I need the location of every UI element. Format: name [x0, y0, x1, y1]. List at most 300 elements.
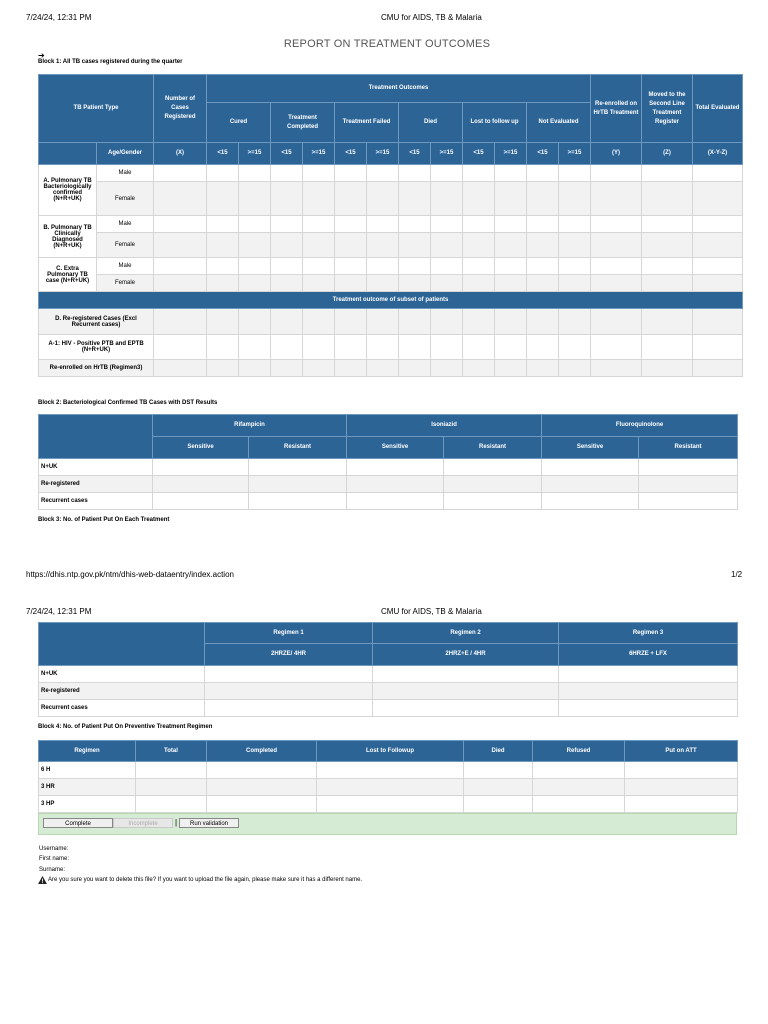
- data-entry-cell[interactable]: [335, 335, 367, 360]
- data-entry-cell[interactable]: [335, 258, 367, 275]
- data-entry-cell[interactable]: [367, 233, 399, 258]
- data-entry-cell[interactable]: [527, 309, 559, 335]
- data-entry-cell[interactable]: [591, 216, 642, 233]
- age-under-15: <15: [527, 143, 559, 165]
- data-entry-cell[interactable]: [207, 233, 239, 258]
- data-entry-cell[interactable]: [693, 335, 743, 360]
- col-tb-patient-type: TB Patient Type: [39, 75, 154, 143]
- data-entry-cell[interactable]: [239, 309, 271, 335]
- data-entry-cell[interactable]: [205, 700, 373, 717]
- data-entry-cell[interactable]: [527, 216, 559, 233]
- incomplete-button[interactable]: Incomplete: [113, 818, 173, 828]
- data-entry-cell[interactable]: [239, 275, 271, 292]
- data-entry-cell[interactable]: [154, 360, 207, 377]
- table-row: [39, 683, 738, 700]
- group-c-label: C. Extra Pulmonary TB case (N+R+UK): [39, 258, 97, 292]
- data-entry-cell[interactable]: [642, 233, 693, 258]
- table-row: [39, 762, 738, 779]
- data-entry-cell[interactable]: [591, 275, 642, 292]
- data-entry-cell[interactable]: [495, 233, 527, 258]
- block1-title: Block 1: All TB cases registered during the quarter: [38, 59, 183, 65]
- data-entry-cell[interactable]: [464, 779, 533, 796]
- col-regimen-3: Regimen 3: [559, 623, 738, 644]
- data-entry-cell[interactable]: [154, 216, 207, 233]
- data-entry-cell[interactable]: [463, 258, 495, 275]
- data-entry-cell[interactable]: [317, 796, 464, 813]
- data-entry-cell[interactable]: [153, 459, 249, 476]
- data-entry-cell[interactable]: [693, 275, 743, 292]
- data-entry-cell[interactable]: [559, 275, 591, 292]
- run-validation-button[interactable]: Run validation: [179, 818, 239, 828]
- col-resistant: Resistant: [639, 437, 738, 459]
- data-entry-cell[interactable]: [303, 360, 335, 377]
- data-entry-cell[interactable]: [533, 779, 625, 796]
- arrow-right-icon[interactable]: ➔: [38, 51, 45, 60]
- age-15-plus: >=15: [431, 143, 463, 165]
- data-entry-cell[interactable]: [399, 216, 431, 233]
- print-header-title: CMU for AIDS, TB & Malaria: [381, 13, 482, 22]
- data-entry-cell[interactable]: [373, 666, 559, 683]
- data-entry-cell[interactable]: [207, 165, 239, 182]
- row-label: 6 H: [39, 762, 136, 779]
- col-sensitive: Sensitive: [153, 437, 249, 459]
- data-entry-cell[interactable]: [642, 309, 693, 335]
- data-entry-cell[interactable]: [639, 493, 738, 510]
- data-entry-cell[interactable]: [207, 258, 239, 275]
- gender-female: Female: [97, 275, 154, 292]
- age-under-15: <15: [463, 143, 495, 165]
- data-entry-cell[interactable]: [249, 476, 347, 493]
- data-entry-cell[interactable]: [303, 233, 335, 258]
- data-entry-cell[interactable]: [559, 165, 591, 182]
- age-under-15: <15: [207, 143, 239, 165]
- age-under-15: <15: [335, 143, 367, 165]
- data-entry-cell[interactable]: [367, 258, 399, 275]
- data-entry-cell[interactable]: [463, 216, 495, 233]
- block2-table: [38, 414, 738, 510]
- data-entry-cell[interactable]: [495, 165, 527, 182]
- data-entry-cell[interactable]: [559, 683, 738, 700]
- data-entry-cell[interactable]: [591, 258, 642, 275]
- form-action-bar: [38, 813, 737, 835]
- data-entry-cell[interactable]: [463, 275, 495, 292]
- data-entry-cell[interactable]: [239, 182, 271, 216]
- data-entry-cell[interactable]: [559, 233, 591, 258]
- data-entry-cell[interactable]: [271, 233, 303, 258]
- data-entry-cell[interactable]: [335, 275, 367, 292]
- group-b-label: B. Pulmonary TB Clinically Diagnosed (N+R+UK): [39, 216, 97, 258]
- data-entry-cell[interactable]: [239, 335, 271, 360]
- data-entry-cell[interactable]: [642, 335, 693, 360]
- data-entry-cell[interactable]: [693, 165, 743, 182]
- data-entry-cell[interactable]: [559, 335, 591, 360]
- age-under-15: <15: [271, 143, 303, 165]
- data-entry-cell[interactable]: [693, 182, 743, 216]
- data-entry-cell[interactable]: [153, 493, 249, 510]
- block4-title: Block 4: No. of Patient Put On Preventive Treatment Regimen: [38, 724, 213, 730]
- row-label: Recurrent cases: [39, 493, 153, 510]
- data-entry-cell[interactable]: [642, 216, 693, 233]
- data-entry-cell[interactable]: [136, 796, 207, 813]
- data-entry-cell[interactable]: [136, 779, 207, 796]
- data-entry-cell[interactable]: [399, 165, 431, 182]
- data-entry-cell[interactable]: [495, 309, 527, 335]
- code-regimen-2: 2HRZ+E / 4HR: [373, 644, 559, 666]
- data-entry-cell[interactable]: [542, 459, 639, 476]
- data-entry-cell[interactable]: [495, 335, 527, 360]
- firstname-label: First name:: [39, 856, 70, 862]
- data-entry-cell[interactable]: [154, 258, 207, 275]
- complete-button[interactable]: Complete: [43, 818, 113, 828]
- data-entry-cell[interactable]: [399, 275, 431, 292]
- col-died: Died: [399, 103, 463, 143]
- data-entry-cell[interactable]: [533, 762, 625, 779]
- table-row: [39, 165, 743, 182]
- print-timestamp-page2: 7/24/24, 12:31 PM: [26, 607, 92, 616]
- data-entry-cell[interactable]: [642, 182, 693, 216]
- data-entry-cell[interactable]: [463, 165, 495, 182]
- col-total: Total: [136, 741, 207, 762]
- data-entry-cell[interactable]: [303, 275, 335, 292]
- username-label: Username:: [39, 846, 69, 852]
- data-entry-cell[interactable]: [249, 493, 347, 510]
- data-entry-cell[interactable]: [625, 796, 738, 813]
- col-regimen-2: Regimen 2: [373, 623, 559, 644]
- data-entry-cell[interactable]: [207, 216, 239, 233]
- col-resistant: Resistant: [444, 437, 542, 459]
- data-entry-cell[interactable]: [431, 309, 463, 335]
- col-treatment-outcomes: Treatment Outcomes: [207, 75, 591, 103]
- code-y: (Y): [591, 143, 642, 165]
- data-entry-cell[interactable]: [444, 459, 542, 476]
- data-entry-cell[interactable]: [154, 233, 207, 258]
- age-15-plus: >=15: [495, 143, 527, 165]
- col-died: Died: [464, 741, 533, 762]
- col-sensitive: Sensitive: [542, 437, 639, 459]
- data-entry-cell[interactable]: [463, 335, 495, 360]
- data-entry-cell[interactable]: [495, 275, 527, 292]
- data-entry-cell[interactable]: [239, 360, 271, 377]
- data-entry-cell[interactable]: [207, 762, 317, 779]
- data-entry-cell[interactable]: [367, 275, 399, 292]
- data-entry-cell[interactable]: [271, 165, 303, 182]
- col-completed: Completed: [207, 741, 317, 762]
- col-rifampicin: Rifampicin: [153, 415, 347, 437]
- data-entry-cell[interactable]: [154, 165, 207, 182]
- data-entry-cell[interactable]: [431, 165, 463, 182]
- data-entry-cell[interactable]: [303, 335, 335, 360]
- data-entry-cell[interactable]: [239, 216, 271, 233]
- data-entry-cell[interactable]: [399, 335, 431, 360]
- data-entry-cell[interactable]: [527, 335, 559, 360]
- data-entry-cell[interactable]: [367, 165, 399, 182]
- footer-page-number: 1/2: [731, 570, 743, 579]
- data-entry-cell[interactable]: [271, 360, 303, 377]
- data-entry-cell[interactable]: [495, 182, 527, 216]
- block2-title: Block 2: Bacteriological Confirmed TB Cases with DST Results: [38, 400, 218, 406]
- data-entry-cell[interactable]: [639, 476, 738, 493]
- data-entry-cell[interactable]: [271, 182, 303, 216]
- data-entry-cell[interactable]: [693, 216, 743, 233]
- data-entry-cell[interactable]: [559, 666, 738, 683]
- data-entry-cell[interactable]: [335, 216, 367, 233]
- data-entry-cell[interactable]: [317, 779, 464, 796]
- row-label: 3 HP: [39, 796, 136, 813]
- data-entry-cell[interactable]: [431, 275, 463, 292]
- data-entry-cell[interactable]: [303, 216, 335, 233]
- data-entry-cell[interactable]: [625, 779, 738, 796]
- footer-url: https://dhis.ntp.gov.pk/ntm/dhis-web-dataentry/index.action: [26, 570, 234, 579]
- page-title: REPORT ON TREATMENT OUTCOMES: [283, 38, 491, 50]
- code-regimen-3: 6HRZE + LFX: [559, 644, 738, 666]
- col-sensitive: Sensitive: [347, 437, 444, 459]
- data-entry-cell[interactable]: [207, 796, 317, 813]
- data-entry-cell[interactable]: [559, 360, 591, 377]
- gender-male: Male: [97, 165, 154, 182]
- block1-table: [38, 74, 743, 377]
- data-entry-cell[interactable]: [347, 476, 444, 493]
- data-entry-cell[interactable]: [347, 493, 444, 510]
- data-entry-cell[interactable]: [591, 309, 642, 335]
- data-entry-cell[interactable]: [431, 258, 463, 275]
- button-separator: |: [175, 818, 178, 827]
- code-xyz: (X-Y-Z): [693, 143, 743, 165]
- data-entry-cell[interactable]: [591, 335, 642, 360]
- data-entry-cell[interactable]: [153, 476, 249, 493]
- data-entry-cell[interactable]: [239, 258, 271, 275]
- age-15-plus: >=15: [239, 143, 271, 165]
- row-label: N+UK: [39, 666, 205, 683]
- data-entry-cell[interactable]: [444, 493, 542, 510]
- row-label: Re-registered: [39, 476, 153, 493]
- age-15-plus: >=15: [559, 143, 591, 165]
- col-fluoroquinolone: Fluoroquinolone: [542, 415, 738, 437]
- age-15-plus: >=15: [303, 143, 335, 165]
- group-a-label: A. Pulmonary TB Bacteriologically confirmed (N+R+UK): [39, 165, 97, 216]
- data-entry-cell[interactable]: [527, 182, 559, 216]
- table-row: [39, 493, 738, 510]
- data-entry-cell[interactable]: [207, 275, 239, 292]
- data-entry-cell[interactable]: [533, 796, 625, 813]
- data-entry-cell[interactable]: [463, 360, 495, 377]
- data-entry-cell[interactable]: [639, 459, 738, 476]
- col-lost-to-follow-up: Lost to follow up: [463, 103, 527, 143]
- col-treatment-failed: Treatment Failed: [335, 103, 399, 143]
- data-entry-cell[interactable]: [271, 309, 303, 335]
- data-entry-cell[interactable]: [207, 779, 317, 796]
- gender-male: Male: [97, 216, 154, 233]
- gender-female: Female: [97, 182, 154, 216]
- data-entry-cell[interactable]: [367, 182, 399, 216]
- data-entry-cell[interactable]: [431, 233, 463, 258]
- col-cases-registered: Number of Cases Registered: [154, 75, 207, 143]
- gender-male: Male: [97, 258, 154, 275]
- gender-female: Female: [97, 233, 154, 258]
- data-entry-cell[interactable]: [399, 360, 431, 377]
- data-entry-cell[interactable]: [693, 233, 743, 258]
- data-entry-cell[interactable]: [642, 258, 693, 275]
- data-entry-cell[interactable]: [591, 182, 642, 216]
- table-row: [39, 216, 743, 233]
- data-entry-cell[interactable]: [207, 182, 239, 216]
- table-row: [39, 233, 743, 258]
- table-row: [39, 275, 743, 292]
- age-15-plus: >=15: [367, 143, 399, 165]
- data-entry-cell[interactable]: [399, 233, 431, 258]
- data-entry-cell[interactable]: [527, 275, 559, 292]
- data-entry-cell[interactable]: [693, 309, 743, 335]
- data-entry-cell[interactable]: [559, 700, 738, 717]
- delete-warning: [38, 876, 362, 884]
- col-cured: Cured: [207, 103, 271, 143]
- data-entry-cell[interactable]: [335, 182, 367, 216]
- table-row: [39, 309, 743, 335]
- col-treatment-completed: Treatment Completed: [271, 103, 335, 143]
- data-entry-cell[interactable]: [542, 476, 639, 493]
- data-entry-cell[interactable]: [154, 335, 207, 360]
- data-entry-cell[interactable]: [136, 762, 207, 779]
- data-entry-cell[interactable]: [444, 476, 542, 493]
- data-entry-cell[interactable]: [527, 258, 559, 275]
- data-entry-cell[interactable]: [463, 233, 495, 258]
- data-entry-cell[interactable]: [591, 360, 642, 377]
- data-entry-cell[interactable]: [495, 216, 527, 233]
- data-entry-cell[interactable]: [303, 165, 335, 182]
- data-entry-cell[interactable]: [542, 493, 639, 510]
- data-entry-cell[interactable]: [335, 309, 367, 335]
- row-label: Re-registered: [39, 683, 205, 700]
- data-entry-cell[interactable]: [431, 216, 463, 233]
- code-x: (X): [154, 143, 207, 165]
- data-entry-cell[interactable]: [591, 165, 642, 182]
- data-entry-cell[interactable]: [431, 335, 463, 360]
- data-entry-cell[interactable]: [464, 796, 533, 813]
- data-entry-cell[interactable]: [303, 309, 335, 335]
- col-regimen-1: Regimen 1: [205, 623, 373, 644]
- data-entry-cell[interactable]: [495, 360, 527, 377]
- data-entry-cell[interactable]: [303, 258, 335, 275]
- subset-row-reenrolled: Re-enrolled on HrTB (Regimen3): [39, 360, 154, 377]
- col-isoniazid: Isoniazid: [347, 415, 542, 437]
- data-entry-cell[interactable]: [399, 258, 431, 275]
- data-entry-cell[interactable]: [463, 309, 495, 335]
- col-not-evaluated: Not Evaluated: [527, 103, 591, 143]
- table-row: [39, 700, 738, 717]
- data-entry-cell[interactable]: [317, 762, 464, 779]
- data-entry-cell[interactable]: [431, 360, 463, 377]
- data-entry-cell[interactable]: [367, 216, 399, 233]
- subset-row-d: D. Re-registered Cases (Excl Recurrent cases): [39, 309, 154, 335]
- data-entry-cell[interactable]: [373, 683, 559, 700]
- data-entry-cell[interactable]: [347, 459, 444, 476]
- data-entry-cell[interactable]: [642, 275, 693, 292]
- data-entry-cell[interactable]: [154, 275, 207, 292]
- data-entry-cell[interactable]: [527, 233, 559, 258]
- row-label: N+UK: [39, 459, 153, 476]
- data-entry-cell[interactable]: [559, 309, 591, 335]
- data-entry-cell[interactable]: [205, 666, 373, 683]
- data-entry-cell[interactable]: [373, 700, 559, 717]
- code-regimen-1: 2HRZE/ 4HR: [205, 644, 373, 666]
- table-row: [39, 666, 738, 683]
- warning-text: Are you sure you want to delete this file? If you want to upload the file again, please make sure it has a different name.: [48, 877, 363, 883]
- data-entry-cell[interactable]: [559, 258, 591, 275]
- data-entry-cell[interactable]: [249, 459, 347, 476]
- data-entry-cell[interactable]: [642, 360, 693, 377]
- surname-label: Surname:: [39, 867, 66, 873]
- data-entry-cell[interactable]: [335, 165, 367, 182]
- data-entry-cell[interactable]: [205, 683, 373, 700]
- code-z: (Z): [642, 143, 693, 165]
- row-label: 3 HR: [39, 779, 136, 796]
- warning-icon: [38, 876, 47, 884]
- data-entry-cell[interactable]: [239, 233, 271, 258]
- data-entry-cell[interactable]: [399, 309, 431, 335]
- data-entry-cell[interactable]: [559, 216, 591, 233]
- block3-table: [38, 622, 738, 717]
- data-entry-cell[interactable]: [693, 360, 743, 377]
- data-entry-cell[interactable]: [271, 258, 303, 275]
- subset-header: Treatment outcome of subset of patients: [39, 292, 743, 309]
- data-entry-cell[interactable]: [335, 360, 367, 377]
- table-row: [39, 360, 743, 377]
- data-entry-cell[interactable]: [693, 258, 743, 275]
- data-entry-cell[interactable]: [527, 165, 559, 182]
- data-entry-cell[interactable]: [154, 309, 207, 335]
- block3-title: Block 3: No. of Patient Put On Each Treatment: [38, 517, 170, 523]
- col-age-gender: Age/Gender: [97, 143, 154, 165]
- row-label: Recurrent cases: [39, 700, 205, 717]
- print-timestamp: 7/24/24, 12:31 PM: [26, 13, 92, 22]
- data-entry-cell[interactable]: [625, 762, 738, 779]
- data-entry-cell[interactable]: [642, 165, 693, 182]
- print-header-title-page2: CMU for AIDS, TB & Malaria: [381, 607, 482, 616]
- data-entry-cell[interactable]: [239, 165, 271, 182]
- data-entry-cell[interactable]: [207, 309, 239, 335]
- data-entry-cell[interactable]: [271, 275, 303, 292]
- block4-table: [38, 740, 738, 813]
- table-row: [39, 459, 738, 476]
- col-lost-to-followup: Lost to Followup: [317, 741, 464, 762]
- data-entry-cell[interactable]: [464, 762, 533, 779]
- data-entry-cell[interactable]: [431, 182, 463, 216]
- table-row: [39, 779, 738, 796]
- data-entry-cell[interactable]: [463, 182, 495, 216]
- col-reenrolled-hrtb: Re-enrolled on HrTB Treatment: [591, 75, 642, 143]
- subset-row-a1: A-1: HIV - Positive PTB and EPTB (N+R+UK): [39, 335, 154, 360]
- table-row: [39, 476, 738, 493]
- data-entry-cell[interactable]: [495, 258, 527, 275]
- data-entry-cell[interactable]: [271, 335, 303, 360]
- data-entry-cell[interactable]: [367, 335, 399, 360]
- data-entry-cell[interactable]: [591, 233, 642, 258]
- data-entry-cell[interactable]: [335, 233, 367, 258]
- data-entry-cell[interactable]: [303, 182, 335, 216]
- data-entry-cell[interactable]: [367, 309, 399, 335]
- table-row: [39, 182, 743, 216]
- data-entry-cell[interactable]: [527, 360, 559, 377]
- data-entry-cell[interactable]: [271, 216, 303, 233]
- data-entry-cell[interactable]: [399, 182, 431, 216]
- data-entry-cell[interactable]: [154, 182, 207, 216]
- data-entry-cell[interactable]: [207, 360, 239, 377]
- data-entry-cell[interactable]: [207, 335, 239, 360]
- data-entry-cell[interactable]: [367, 360, 399, 377]
- col-total-evaluated: Total Evaluated: [693, 75, 743, 143]
- data-entry-cell[interactable]: [559, 182, 591, 216]
- col-put-on-att: Put on ATT: [625, 741, 738, 762]
- col-resistant: Resistant: [249, 437, 347, 459]
